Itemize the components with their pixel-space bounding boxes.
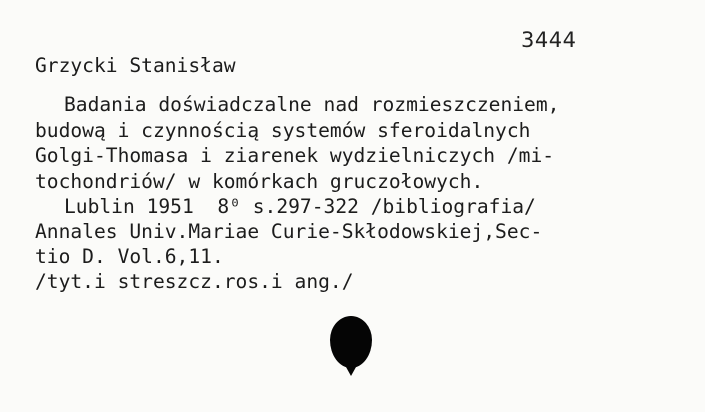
title-line-4: tochondriów/ w komórkach gruczołowych. — [35, 170, 484, 193]
imprint-line-2: Annales Univ.Mariae Curie-Skłodowskiej,Sec- — [35, 220, 543, 243]
imprint-line-1: Lublin 1951 8⁰ s.297-322 /bibliografia/ — [64, 195, 536, 218]
imprint-line-4: /tyt.i streszcz.ros.i ang./ — [35, 270, 354, 293]
card-number: 3444 — [521, 28, 577, 52]
imprint-line-3: tio D. Vol.6,11. — [35, 245, 224, 268]
title-line-2: budową i czynnością systemów sferoidalnych — [35, 119, 531, 142]
author-name: Grzycki Stanisław — [35, 54, 236, 77]
title-line-1: Badania doświadczalne nad rozmieszczeniem, — [64, 93, 560, 116]
punch-hole — [330, 316, 372, 368]
title-line-3: Golgi-Thomasa i ziarenek wydzielniczych /mi- — [35, 144, 555, 167]
